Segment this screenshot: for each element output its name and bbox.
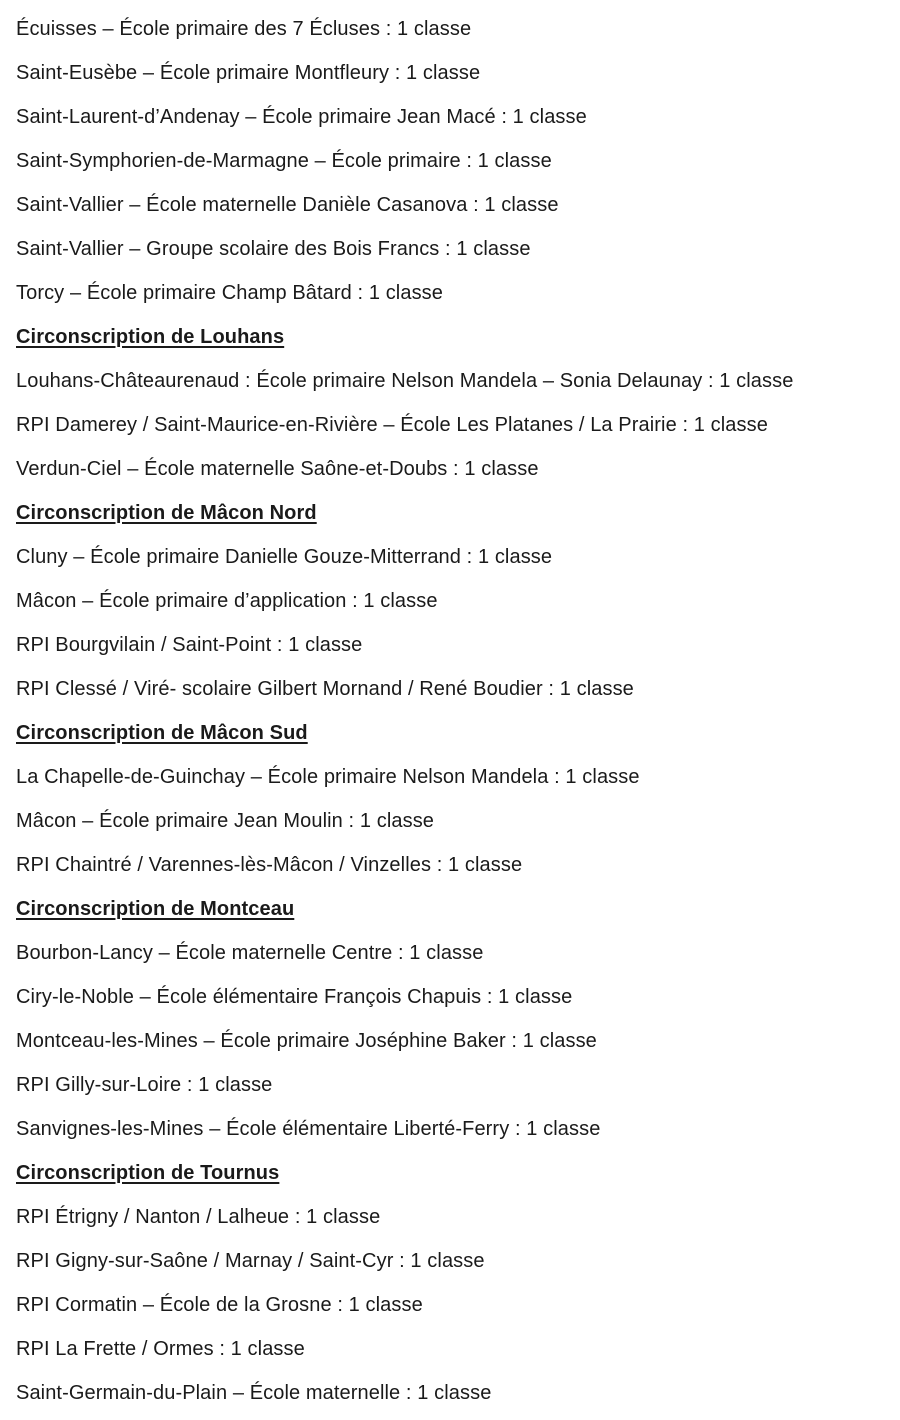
section-macon-nord xyxy=(16,491,896,711)
list-item: Bourbon-Lancy – École maternelle Centre : 1 classe xyxy=(16,942,484,964)
school-list xyxy=(16,7,896,315)
list-item: Torcy – École primaire Champ Bâtard : 1 classe xyxy=(16,282,443,304)
section-macon-sud xyxy=(16,711,896,887)
list-item: Montceau-les-Mines – École primaire Joséphine Baker : 1 classe xyxy=(16,1030,597,1052)
list-item: Saint-Germain-du-Plain – École maternelle : 1 classe xyxy=(16,1382,492,1404)
section-montceau xyxy=(16,887,896,1151)
list-item: Saint-Vallier – Groupe scolaire des Bois Francs : 1 classe xyxy=(16,238,531,260)
section-heading: Circonscription de Mâcon Nord xyxy=(16,502,317,524)
section-heading: Circonscription de Louhans xyxy=(16,326,285,348)
list-item: RPI La Frette / Ormes : 1 classe xyxy=(16,1338,305,1360)
document-body xyxy=(16,7,896,1415)
list-item: Cluny – École primaire Danielle Gouze-Mitterrand : 1 classe xyxy=(16,546,553,568)
list-item: Sanvignes-les-Mines – École élémentaire Liberté-Ferry : 1 classe xyxy=(16,1118,601,1140)
list-item: La Chapelle-de-Guinchay – École primaire Nelson Mandela : 1 classe xyxy=(16,766,640,788)
list-item: RPI Bourgvilain / Saint-Point : 1 classe xyxy=(16,634,363,656)
list-item: Mâcon – École primaire d’application : 1 classe xyxy=(16,590,438,612)
list-item: Louhans-Châteaurenaud : École primaire Nelson Mandela – Sonia Delaunay : 1 classe xyxy=(16,370,794,392)
section-heading: Circonscription de Tournus xyxy=(16,1162,280,1184)
list-item: RPI Gilly-sur-Loire : 1 classe xyxy=(16,1074,273,1096)
section-heading: Circonscription de Mâcon Sud xyxy=(16,722,308,744)
list-item: RPI Étrigny / Nanton / Lalheue : 1 classe xyxy=(16,1206,381,1228)
list-item: Saint-Eusèbe – École primaire Montfleury : 1 classe xyxy=(16,62,481,84)
list-item: RPI Clessé / Viré- scolaire Gilbert Mornand / René Boudier : 1 classe xyxy=(16,678,634,700)
section-tournus xyxy=(16,1151,896,1415)
list-item: RPI Chaintré / Varennes-lès-Mâcon / Vinzelles : 1 classe xyxy=(16,854,523,876)
list-item: RPI Cormatin – École de la Grosne : 1 classe xyxy=(16,1294,423,1316)
list-item: Écuisses – École primaire des 7 Écluses : 1 classe xyxy=(16,18,472,40)
section-louhans xyxy=(16,315,896,491)
list-item: Saint-Symphorien-de-Marmagne – École primaire : 1 classe xyxy=(16,150,552,172)
list-item: Saint-Laurent-d’Andenay – École primaire Jean Macé : 1 classe xyxy=(16,106,587,128)
list-item: RPI Damerey / Saint-Maurice-en-Rivière – École Les Platanes / La Prairie : 1 classe xyxy=(16,414,768,436)
section-heading: Circonscription de Montceau xyxy=(16,898,295,920)
list-item: Saint-Vallier – École maternelle Danièle Casanova : 1 classe xyxy=(16,194,559,216)
list-item: Verdun-Ciel – École maternelle Saône-et-Doubs : 1 classe xyxy=(16,458,539,480)
list-item: Ciry-le-Noble – École élémentaire François Chapuis : 1 classe xyxy=(16,986,573,1008)
list-item: Mâcon – École primaire Jean Moulin : 1 classe xyxy=(16,810,435,832)
list-item: RPI Gigny-sur-Saône / Marnay / Saint-Cyr : 1 classe xyxy=(16,1250,485,1272)
